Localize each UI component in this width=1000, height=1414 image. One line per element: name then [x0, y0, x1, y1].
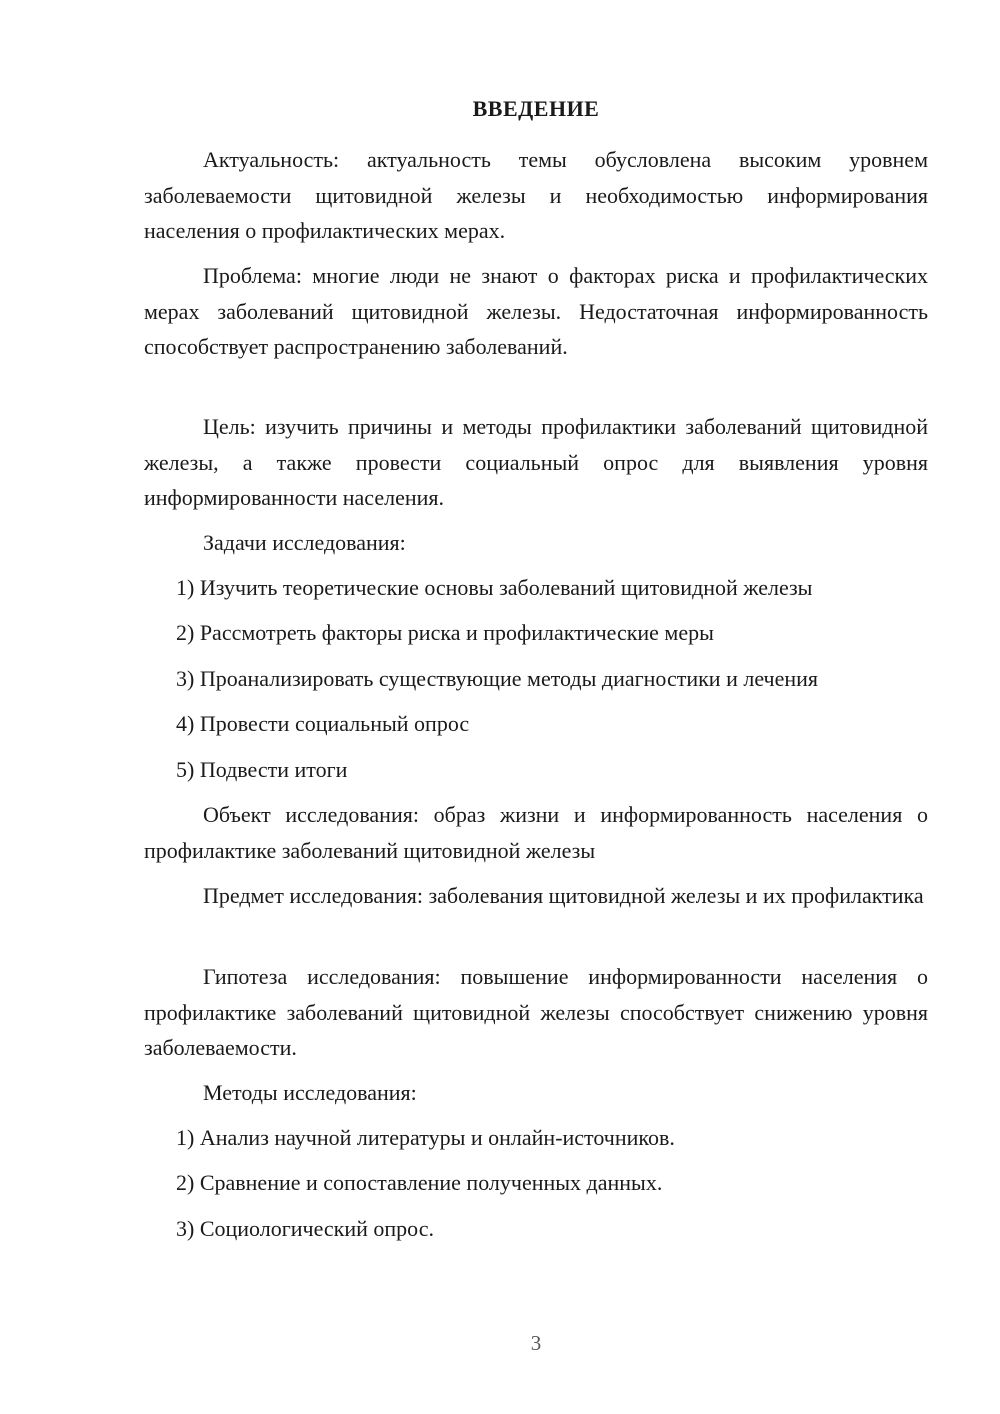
task-item: 1) Изучить теоретические основы заболеваний щитовидной железы	[176, 575, 813, 600]
task-item: 5) Подвести итоги	[176, 757, 348, 782]
hypothesis-paragraph: Гипотеза исследования: повышение информированности населения о профилактике заболеваний щитовидной железы способствует снижению уровня заболеваемости.	[144, 964, 928, 1060]
goal-paragraph: Цель: изучить причины и методы профилактики заболеваний щитовидной железы, а также провести социальный опрос для выявления уровня информированности населения.	[144, 414, 928, 510]
method-item: 3) Социологический опрос.	[176, 1216, 434, 1241]
problem-paragraph: Проблема: многие люди не знают о факторах риска и профилактических мерах заболеваний щитовидной железы. Недостаточная информированность способствует распространению заболеваний.	[144, 263, 928, 359]
methods-heading: Методы исследования:	[203, 1080, 417, 1105]
relevance-paragraph: Актуальность: актуальность темы обусловлена высоким уровнем заболеваемости щитовидной железы и необходимостью информирования населения о профилактических мерах.	[144, 147, 928, 243]
task-item: 2) Рассмотреть факторы риска и профилактические меры	[176, 620, 714, 645]
task-item: 3) Проанализировать существующие методы диагностики и лечения	[176, 666, 819, 691]
task-item: 4) Провести социальный опрос	[176, 711, 470, 736]
tasks-heading: Задачи исследования:	[203, 530, 406, 555]
page-title: ВВЕДЕНИЕ	[472, 96, 600, 121]
object-paragraph: Объект исследования: образ жизни и информированность населения о профилактике заболеваний щитовидной железы	[144, 802, 928, 863]
method-item: 2) Сравнение и сопоставление полученных данных.	[176, 1170, 663, 1195]
page-number: 3	[530, 1331, 542, 1355]
method-item: 1) Анализ научной литературы и онлайн-источников.	[176, 1125, 675, 1150]
subject-paragraph: Предмет исследования: заболевания щитовидной железы и их профилактика	[203, 883, 924, 908]
